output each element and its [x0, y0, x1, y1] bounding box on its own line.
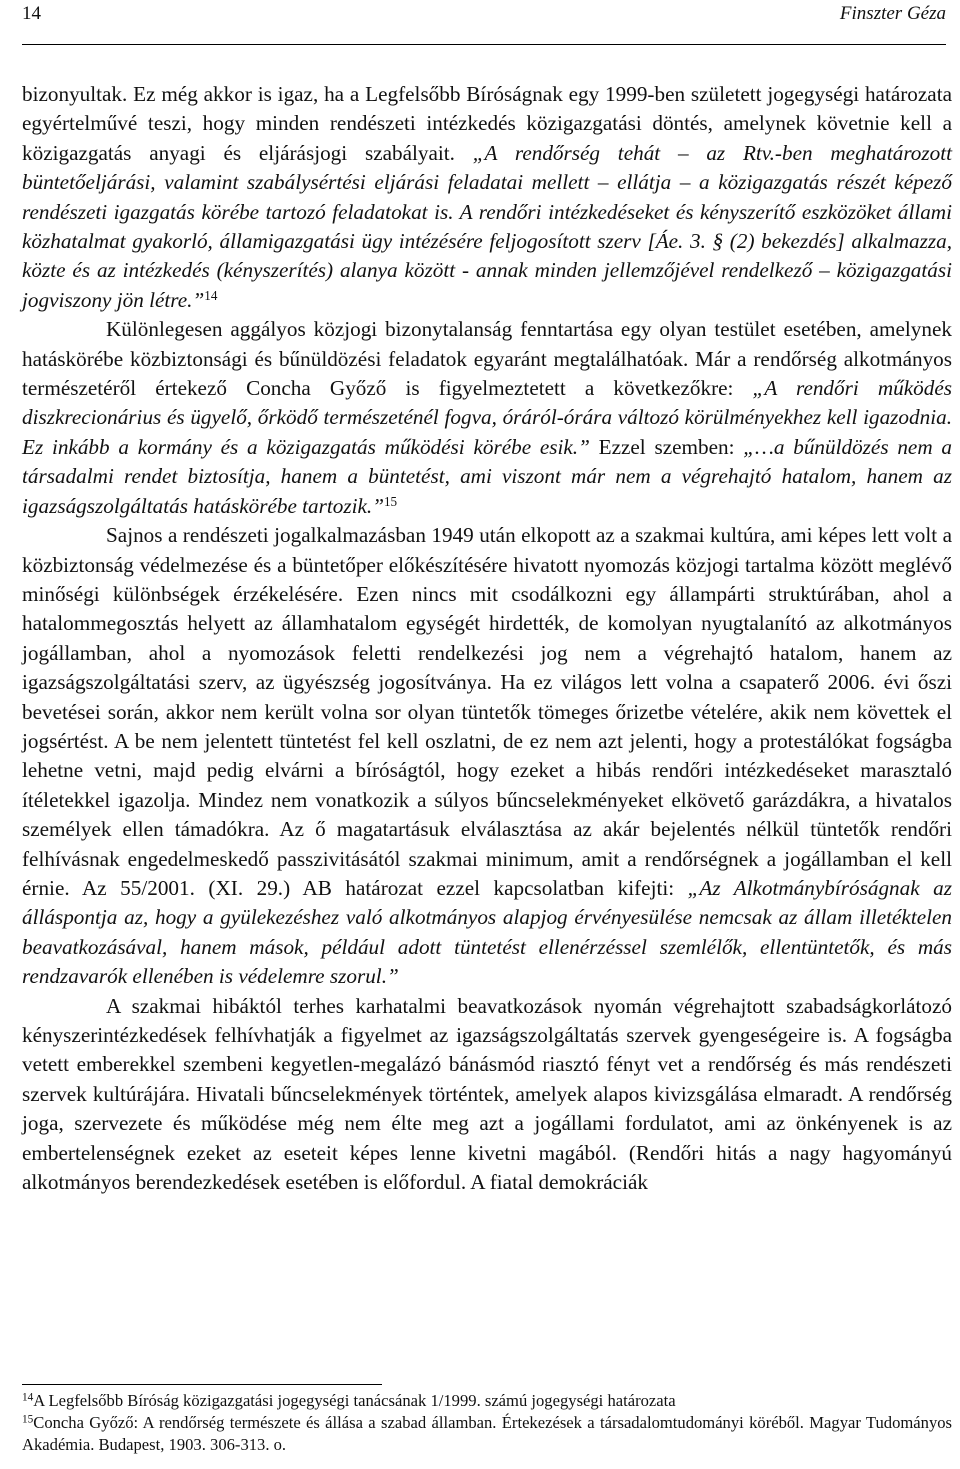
paragraph-4-text: A szakmai hibáktól terhes karhatalmi beavatkozások nyomán végrehajtott szabadságkorlátozó kényszerintézkedések felhívhatják a figyelmet az igazságszolgáltatás szervek gyengeségeire is. A fogságba vetett emberekkel szembeni kegyetlen-megalázó bánásmód riasztó fényt vet a rendőrség és más rendészeti szervek kultúrájára. Hivatali bűncselekmények történtek, amelyek alapos kivizsgálása elmaradt. A rendőrség joga, szervezete és működése még nem élte meg azt a jogállami fordulatot, ami az önkényenek is az embertelenségnek ezeket az eseteit képes lenne kivetni magából. (Rendőri hitás a nagy hagyományú alkotmányos berendezkedések esetében is előfordul. A fiatal demokráciák [22, 993, 952, 1195]
page-header [22, 0, 946, 45]
paragraph-1 [22, 80, 952, 315]
paragraph-2 [22, 315, 952, 521]
paragraph-3-text: Sajnos a rendészeti jogalkalmazásban 1949 után elkopott az a szakmai kultúra, ami képes lett volt a közbiztonság védelmezése és a büntetőper előkészítésére hivatott nyomozás közjogi tartalma között meglévő minőségi különbségek érzékelésére. Ezen nincs mit csodálkozni egy állampárti struktúrában, ahol a hatalommegosztás helyett az államhatalom egységét hirdették, de komolyan nyugtalanító az alkotmányos jogállamban, ahol a nyomozások feletti rendelkezési jog nem a végrehajtó hatalom, hanem az igazságszolgáltatási szerv, az ügyészség jogosítványa. Ha ez világos lett volna a csapaterő 2006. évi őszi bevetései során, akkor nem került volna sor olyan tüntetők tömeges őrizetbe vételére, akik nem követtek el jogsértést. A be nem jelentett tüntetést fel kell oszlatni, de ez nem azt jelenti, hogy a protestálókat fogságba lehetne vetni, majd pedig elvárni a bíróságtól, hogy ezeket a hibás rendőri intézkedéseket marasztaló ítéletekkel igazolja. Mindez nem vonatkozik a súlyos bűncselekményeket elkövető garázdákra, a hivatalos személyek ellen támadókra. Az ő magatartásuk elválasztása az akár bejelentés nélkül tüntetők rendőri felhívásnak engedelmeskedő passzivitásától szakmai minimum, amit a rendőrségnek a jogállamban el kell érnie. Az 55/2001. (XI. 29.) AB határozat ezzel kapcsolatban kifejti: [22, 523, 952, 900]
running-author: Finszter Géza [839, 3, 946, 24]
concha-quote-2: „…a bűnüldözés nem a társadalmi rendet biztosítja, hanem a büntetést, ami viszont már nem a végrehajtó hatalom, hanem az igazságszolgáltatás hatáskörébe tartozik.” [22, 434, 952, 518]
paragraph-4 [22, 992, 952, 1198]
main-text [22, 80, 952, 1197]
constitutional-court-quote: „Az Alkotmánybíróságnak az álláspontja az, hogy a gyülekezéshez való alkotmányos alapjog érvényesülése nemcsak az állam illetéktelen beavatkozásával, hanem mások, például adott tüntetést ellenérzéssel szemlélők, ellentüntetők, és más rendzavarók ellenében is védelemre szorul.” [22, 875, 952, 989]
paragraph-2-text-2: Ezzel szemben: [589, 434, 744, 459]
paragraph-2-text: Különlegesen aggályos közjogi bizonytalanság fenntartása egy olyan testület esetében, amelynek hatáskörébe közbiztonsági és bűnüldözési feladatok egyaránt megtalálhatóak. Már a rendőrség alkotmányos természetéről értekező Concha Győző is figyelmeztetett a következőkre: [22, 317, 952, 401]
page-number: 14 [22, 3, 41, 24]
footnote-text: Concha Győző: A rendőrség természete és állása a szabad államban. Értekezések a társadalomtudományi köréből. Magyar Tudományos Akadémia. Budapest, 1903. 306-313. o. [22, 1413, 952, 1454]
footnote-mark: 14 [22, 1391, 34, 1404]
paragraph-1-text: bizonyultak. Ez még akkor is igaz, ha a Legfelsőbb Bíróságnak egy 1999-ben született jogegységi határozata egyértelművé teszi, hogy minden rendészeti intézkedés közigazgatási döntés, amelynek követnie kell a közigazgatás anyagi és eljárásjogi szabályait. [22, 82, 952, 165]
concha-quote-1: „A rendőri működés diszkrecionárius és ügyelő, őrködő természeténél fogva, óráról-órára változó körülményekhez kell igazodnia. Ez inkább a kormány és a közigazgatás működési körébe esik.” [22, 376, 952, 459]
footnote-text: A Legfelsőbb Bíróság közigazgatási jogegységi tanácsának 1/1999. számú jogegységi határozata [33, 1391, 676, 1410]
footnote-ref-14: 14 [204, 287, 218, 303]
footnote-separator [22, 1384, 382, 1385]
court-decision-quote: „A rendőrség tehát – az Rtv.-ben meghatározott büntetőeljárási, valamint szabálysértési eljárási feladatai mellett – ellátja – a közigazgatás részét képező rendészeti igazgatás körébe tartozó feladatokat is. A rendőri intézkedéseket és kényszerítő eszközöket állami közhatalmat gyakorló, államigazgatási ügy intézésére feljogosított szerv [Áe. 3. § (2) bekezdés] alkalmazza, közte és az intézkedés (kényszerítés) alanya között - annak minden jellemzőjével rendelkező – közigazgatási jogviszony jön létre.” [22, 140, 952, 312]
footnote-15 [22, 1412, 952, 1456]
footnote-mark: 15 [22, 1413, 34, 1426]
footnote-14 [22, 1390, 952, 1412]
paragraph-3 [22, 521, 952, 992]
footnotes [22, 1390, 952, 1456]
footnote-ref-15: 15 [383, 493, 398, 509]
